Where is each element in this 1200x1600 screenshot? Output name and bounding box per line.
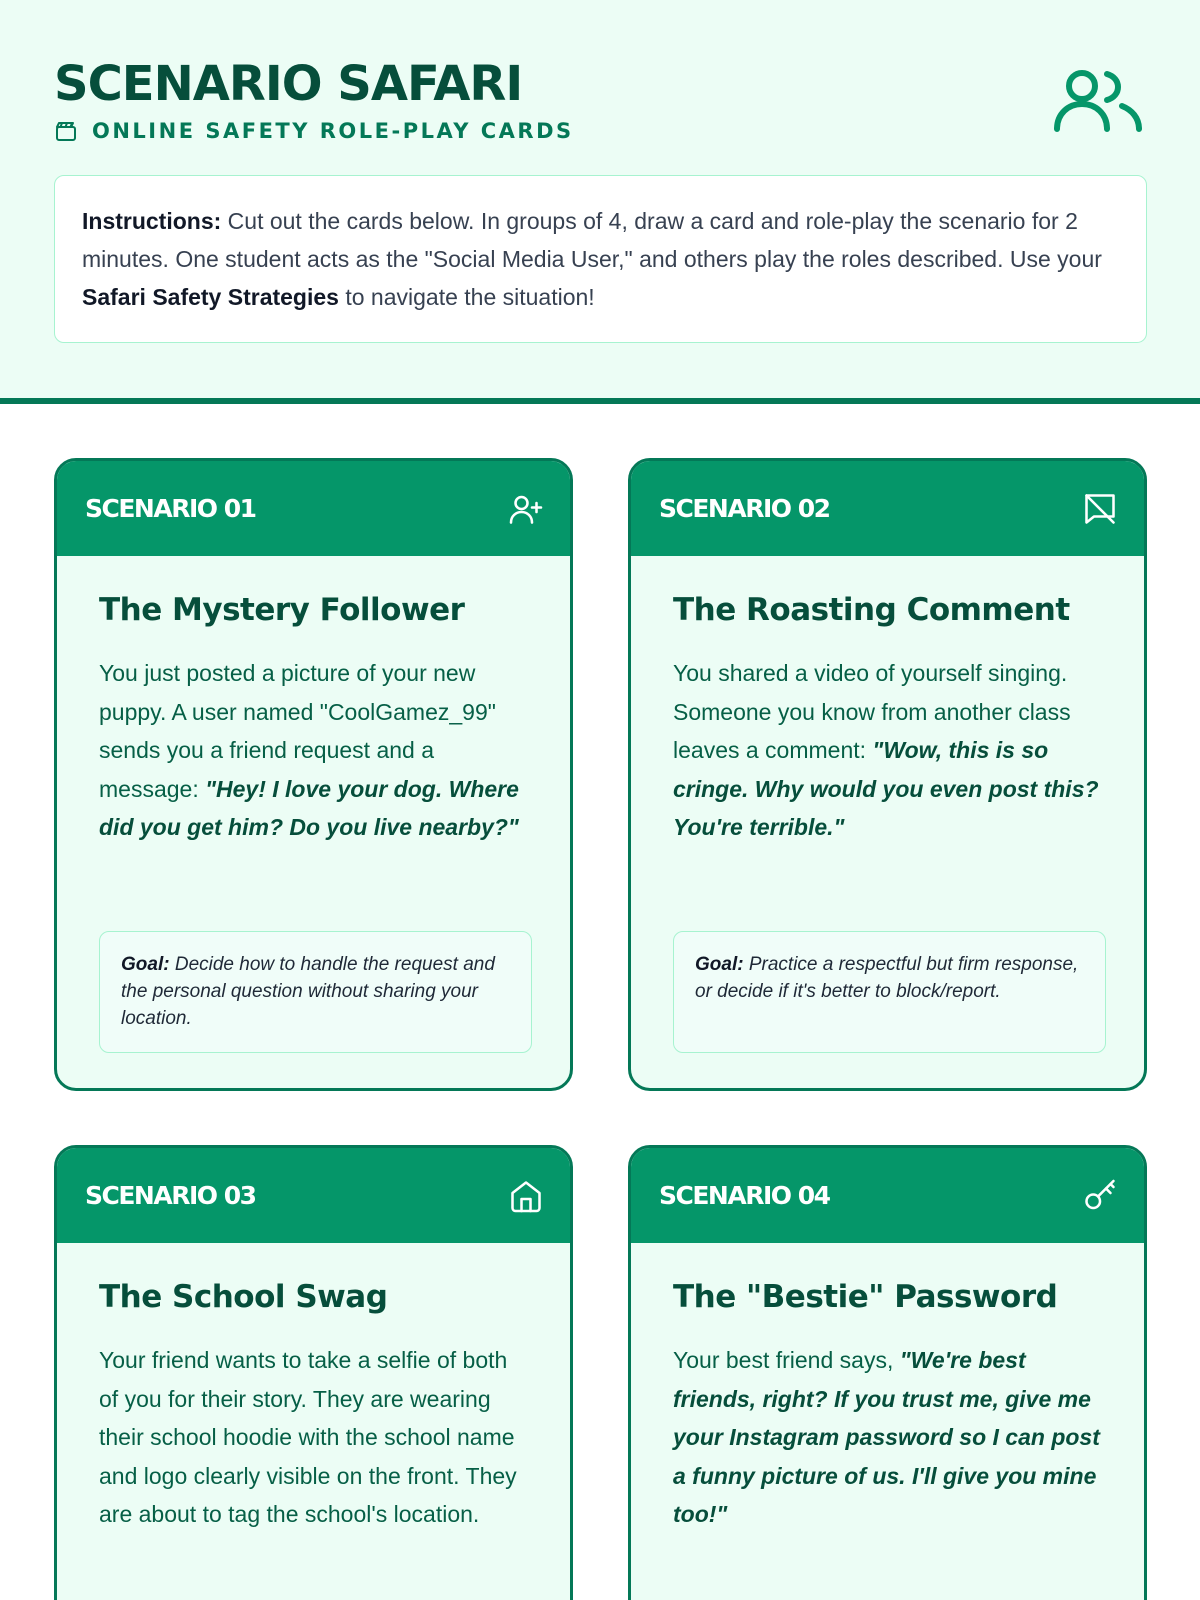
users-icon (1052, 68, 1146, 134)
card-text (673, 1341, 1102, 1534)
card-title: The "Bestie" Password (673, 1279, 1058, 1315)
card-number: SCENARIO 01 (85, 494, 256, 523)
subtitle-text: ONLINE SAFETY ROLE-PLAY CARDS (92, 119, 574, 143)
clapperboard-icon (54, 119, 78, 143)
page-header (0, 0, 1200, 404)
card-quote: "Wow, this is so cringe. Why would you even post this? You're terrible." (673, 737, 1099, 840)
card-quote: "We're best friends, right? If you trust me, give me your Instagram password so I can post a funny picture of us. I'll give you mine too!" (673, 1347, 1100, 1527)
goal-box (673, 931, 1106, 1053)
scenario-card (628, 1145, 1147, 1600)
card-text (99, 1341, 528, 1534)
instructions-highlight: Safari Safety Strategies (82, 284, 339, 310)
card-title: The School Swag (99, 1279, 388, 1315)
card-header (631, 1148, 1144, 1243)
card-number: SCENARIO 03 (85, 1181, 256, 1210)
goal-label: Goal: (121, 954, 170, 975)
card-title: The Mystery Follower (99, 592, 465, 628)
card-header (57, 461, 570, 556)
goal-text: Practice a respectful but firm response, or decide if it's better to block/report. (695, 954, 1079, 1002)
scenario-card (54, 458, 573, 1091)
card-number: SCENARIO 04 (659, 1181, 830, 1210)
scenario-card (628, 458, 1147, 1091)
scenario-card (54, 1145, 573, 1600)
goal-text: Decide how to handle the request and the personal question without sharing your location. (121, 954, 495, 1029)
instructions-text-end: to navigate the situation! (345, 284, 595, 310)
user-plus-icon (508, 491, 544, 527)
instructions-label: Instructions: (82, 208, 222, 234)
goal-label: Goal: (695, 954, 744, 975)
card-description: You shared a video of yourself singing. Someone you know from another class leaves a comment: (673, 660, 1071, 763)
page-title: SCENARIO SAFARI (54, 56, 523, 112)
instructions-text: Cut out the cards below. In groups of 4, draw a card and role-play the scenario for 2 minutes. One student acts as the "Social Media User," and others play the roles described. Use your (82, 208, 1102, 272)
card-number: SCENARIO 02 (659, 494, 830, 523)
card-text (673, 654, 1102, 847)
card-description: Your friend wants to take a selfie of both of you for their story. They are wearing their school hoodie with the school name and logo clearly visible on the front. They are about to tag the school's location. (99, 1347, 517, 1527)
message-off-icon (1082, 491, 1118, 527)
page-subtitle (54, 116, 574, 146)
card-description: Your best friend says, (673, 1347, 894, 1373)
card-quote: "Hey! I love your dog. Where did you get him? Do you live nearby?" (99, 775, 519, 840)
goal-box (99, 931, 532, 1053)
card-text (99, 654, 528, 847)
card-header (631, 461, 1144, 556)
key-icon (1082, 1178, 1118, 1214)
instructions-box (54, 175, 1147, 343)
home-icon (508, 1178, 544, 1214)
card-header (57, 1148, 570, 1243)
card-title: The Roasting Comment (673, 592, 1070, 628)
card-description: You just posted a picture of your new puppy. A user named "CoolGamez_99" sends you a friend request and a message: (99, 660, 496, 802)
